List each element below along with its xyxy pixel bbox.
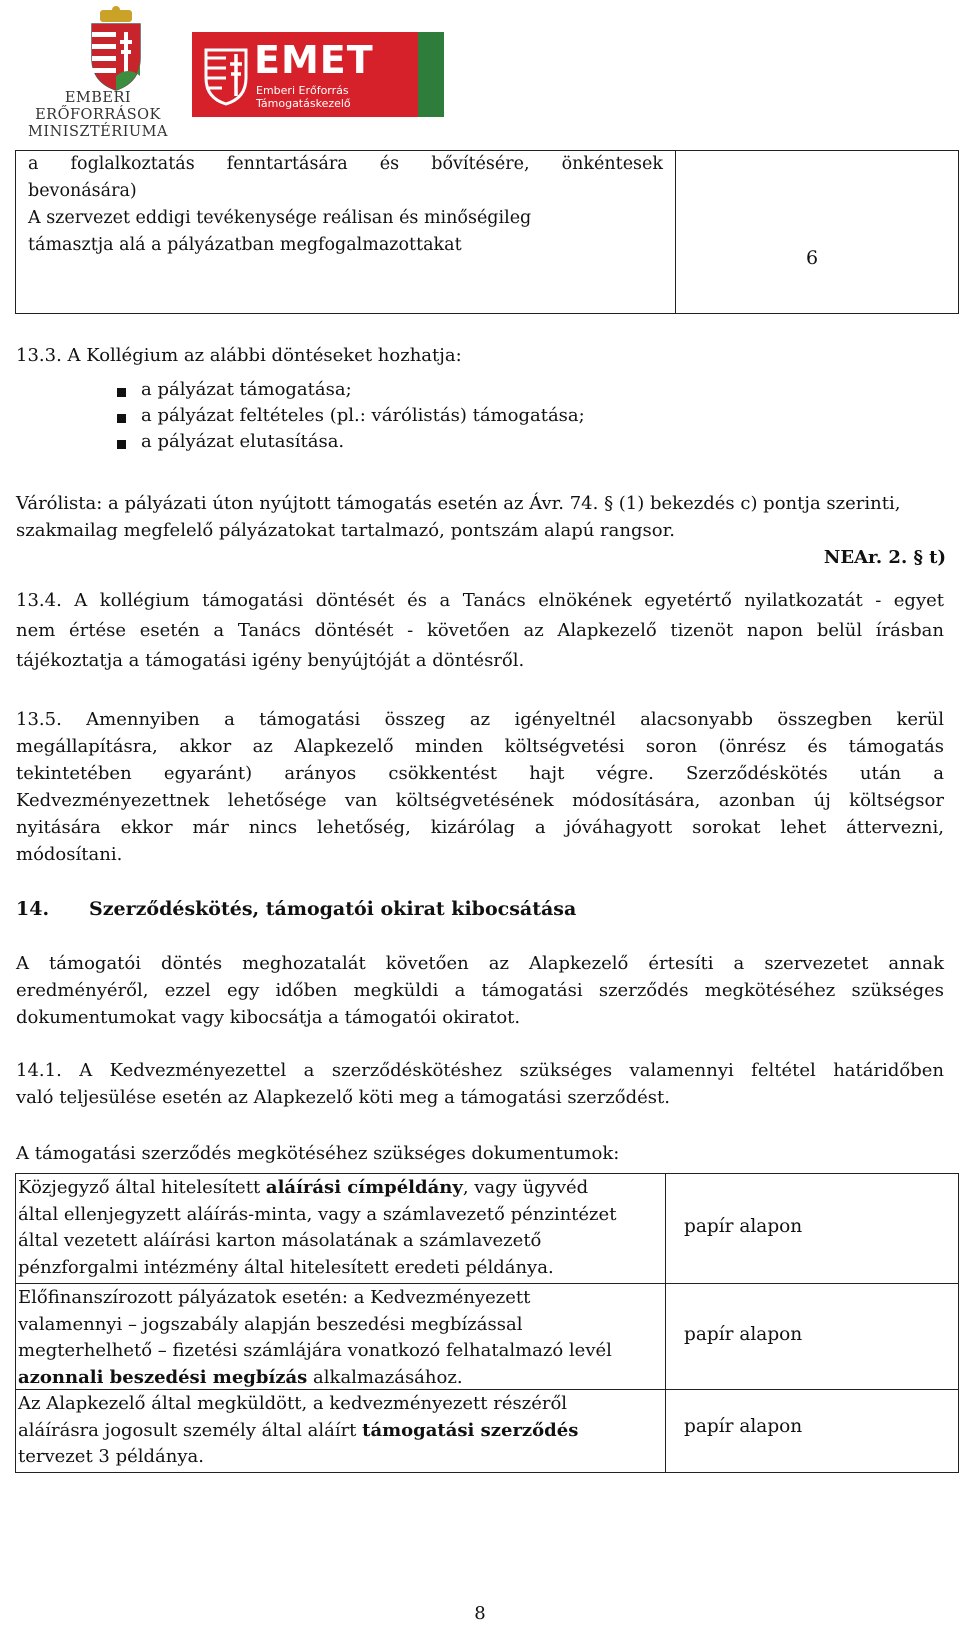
bullet-item: a pályázat támogatása; <box>141 379 352 400</box>
ministry-logo <box>18 6 178 140</box>
criteria-line: A szervezet eddigi tevékenysége reálisan és minőségileg <box>28 208 532 228</box>
table-row <box>16 1390 958 1472</box>
criteria-line: támasztja alá a pályázatban megfogalmazottakat <box>28 235 462 255</box>
section-13-5: 13.5. Amennyiben a támogatási összeg az igényeltnél alacsonyabb összegben kerül megállapításra, akkor az Alapkezelő minden költségvetési soron (önrész és támogatás tekintetében egyaránt) arányos csökkentést hajt végre. Szerződéskötés után a Kedvezményezettnek lehetősége van költségvetésének módosítására, azonban új költségsor nyitására ekkor már nincs lehetőség, kizárólag a jóváhagyott sorokat lehet áttervezni, módosítani. <box>16 709 944 865</box>
page-number: 8 <box>474 1603 486 1624</box>
documents-table <box>15 1173 959 1473</box>
score-cell <box>676 151 958 313</box>
document-description: Közjegyző által hitelesített aláírási címpéldány, vagy ügyvéd által ellenjegyzett aláírás-minta, vagy a számlavezető pénzintézet által vezetett aláírási karton másolatának a számlavezető pénzforgalmi intézmény által hitelesített eredeti példánya. <box>16 1174 666 1283</box>
section-14-number: 14. <box>16 898 50 920</box>
section-14-title: Szerződéskötés, támogatói okirat kibocsátása <box>89 898 577 920</box>
table-row <box>16 1284 958 1390</box>
document-description: Előfinanszírozott pályázatok esetén: a Kedvezményezett valamennyi – jogszabály alapján beszedési megbízással megterhelhető – fizetési számlájára vonatkozó felhatalmazó levél azonnali beszedési megbízás alkalmazásához. <box>16 1284 666 1389</box>
emet-logo <box>192 32 444 117</box>
section-14-paragraph: A támogatói döntés meghozatalát követően az Alapkezelő értesíti a szervezetet annak eredményéről, ezzel egy időben megküldi a támogatási szerződés megkötéséhez szükséges dokumentumokat vagy kibocsátja a támogatói okiratot. <box>16 953 944 1028</box>
bullet-icon <box>117 414 126 423</box>
emet-emblem-icon <box>200 42 252 106</box>
document-description: Az Alapkezelő által megküldött, a kedvezményezett részéről aláírásra jogosult személy által aláírt támogatási szerződés tervezet 3 példánya. <box>16 1390 666 1472</box>
legal-reference: NEAr. 2. § t) <box>823 547 946 568</box>
criteria-cell <box>16 151 676 313</box>
criteria-line: bevonására) <box>28 181 137 201</box>
section-13-3-heading: 13.3. A Kollégium az alábbi döntéseket hozhatja: <box>16 345 462 366</box>
scoring-table <box>15 150 959 314</box>
emet-title: EMET <box>254 38 374 82</box>
bullet-icon <box>117 440 126 449</box>
section-13-4: 13.4. A kollégium támogatási döntését és a Tanács elnökének egyetértő nyilatkozatát - egyet nem értése esetén a Tanács döntését - követően az Alapkezelő tizenöt napon belül írásban tájékoztatja a támogatási igény benyújtóját a döntésről. <box>16 590 944 671</box>
document-format: papír alapon <box>684 1416 803 1437</box>
bullet-icon <box>117 388 126 397</box>
section-14-1: 14.1. A Kedvezményezettel a szerződéskötéshez szükséges valamennyi feltétel határidőben való teljesülése esetén az Alapkezelő köti meg a támogatási szerződést. <box>16 1060 944 1108</box>
ministry-name: EMBERI ERŐFORRÁSOK MINISZTÉRIUMA <box>28 90 168 140</box>
score-value: 6 <box>806 247 819 269</box>
criteria-line: a foglalkoztatás fenntartására és bővítésére, önkéntesek <box>28 154 663 174</box>
bullet-item: a pályázat feltételes (pl.: várólistás) támogatása; <box>141 405 585 426</box>
coat-of-arms-icon <box>78 6 154 92</box>
document-format: papír alapon <box>684 1324 803 1345</box>
emet-subtitle: Emberi Erőforrás Támogatáskezelő <box>256 84 351 110</box>
required-documents-intro: A támogatási szerződés megkötéséhez szükséges dokumentumok: <box>16 1143 620 1164</box>
table-row <box>16 1174 958 1284</box>
waitlist-definition: Várólista: a pályázati úton nyújtott támogatás esetén az Ávr. 74. § (1) bekezdés c) pontja szerinti, szakmailag megfelelő pályázatokat tartalmazó, pontszám alapú rangsor. <box>16 493 901 541</box>
document-format: papír alapon <box>684 1216 803 1237</box>
bullet-item: a pályázat elutasítása. <box>141 431 345 452</box>
